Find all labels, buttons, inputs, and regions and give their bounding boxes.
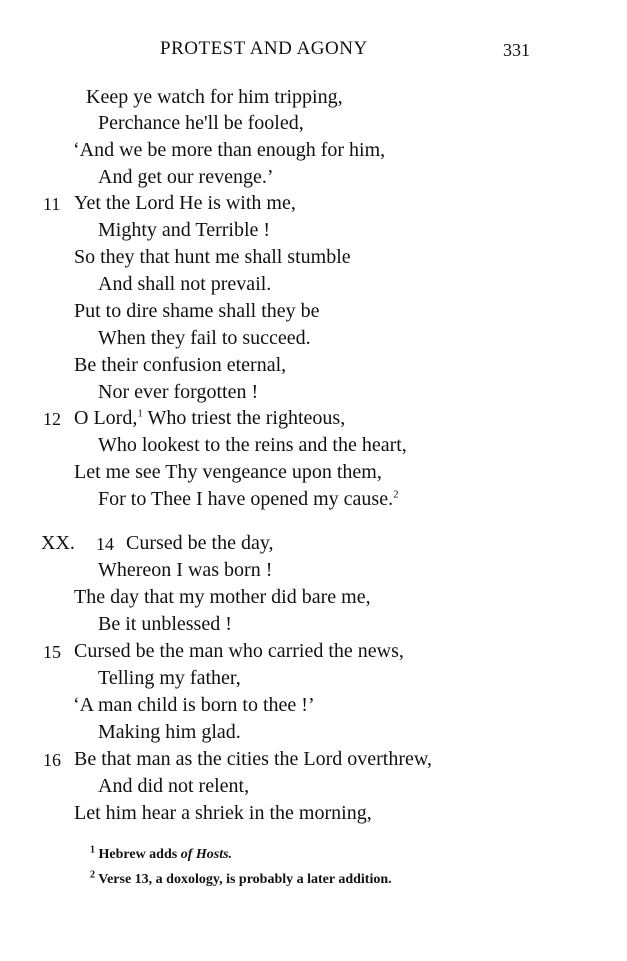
footnote [90, 871, 392, 889]
verse-line: And did not relent, [98, 775, 250, 797]
footnote-text: Hebrew adds [98, 847, 181, 862]
page-header [0, 38, 627, 66]
verse-line: When they fail to succeed. [98, 327, 311, 349]
verse-line: Cursed be the day, [126, 532, 274, 554]
verse-line: Let him hear a shriek in the morning, [74, 802, 372, 824]
footnote-marker: 1 [90, 844, 95, 856]
running-head: PROTEST AND AGONY [160, 38, 368, 59]
verse-line: Telling my father, [98, 667, 241, 689]
page-number: 331 [503, 40, 530, 60]
verse-line: So they that hunt me shall stumble [74, 246, 351, 268]
footnote-marker: 2 [393, 488, 399, 501]
footnote-text: Verse 13, a doxology, is probably a later addition. [98, 872, 392, 887]
verse-line: Mighty and Terrible ! [98, 219, 271, 241]
verse-line: Be their confusion eternal, [74, 354, 287, 376]
footnote-text-italic: of Hosts. [180, 847, 233, 862]
verse-number: 16 [43, 750, 61, 770]
verse-text: For to Thee I have opened my cause. [98, 488, 394, 510]
verse-number: 12 [43, 409, 61, 429]
verse-line: Yet the Lord He is with me, [74, 192, 296, 214]
verse-line: Be it unblessed ! [98, 613, 232, 635]
verse-line: Cursed be the man who carried the news, [74, 640, 404, 662]
footnote-marker: 1 [137, 407, 143, 420]
verse-line: ‘A man child is born to thee !’ [73, 694, 315, 716]
verse-line: And get our revenge.’ [98, 166, 274, 188]
footnote-marker: 2 [90, 869, 95, 881]
verse-line: Who lookest to the reins and the heart, [98, 434, 407, 456]
verse-text: Who triest the righteous, [142, 407, 346, 429]
verse-line: Making him glad. [98, 721, 241, 743]
verse-line: Perchance he'll be fooled, [98, 112, 304, 134]
verse-line [74, 406, 345, 430]
verse-text: O Lord, [74, 407, 138, 429]
chapter-number: XX. [41, 532, 75, 554]
verse-line: ‘And we be more than enough for him, [73, 139, 386, 161]
verse-line: Be that man as the cities the Lord overthrew, [74, 748, 433, 770]
verse-line: Nor ever forgotten ! [98, 381, 259, 403]
verse-line: Put to dire shame shall they be [74, 300, 320, 322]
footnote [90, 846, 232, 864]
verse-line: Whereon I was born ! [98, 559, 273, 581]
verse-number: 14 [96, 534, 114, 554]
verse-number: 15 [43, 642, 61, 662]
verse-number: 11 [43, 194, 61, 214]
verse-line: Let me see Thy vengeance upon them, [74, 461, 382, 483]
verse-line [98, 487, 399, 511]
verse-line: And shall not prevail. [98, 273, 272, 295]
verse-line: Keep ye watch for him tripping, [86, 86, 343, 108]
verse-line: The day that my mother did bare me, [74, 586, 371, 608]
